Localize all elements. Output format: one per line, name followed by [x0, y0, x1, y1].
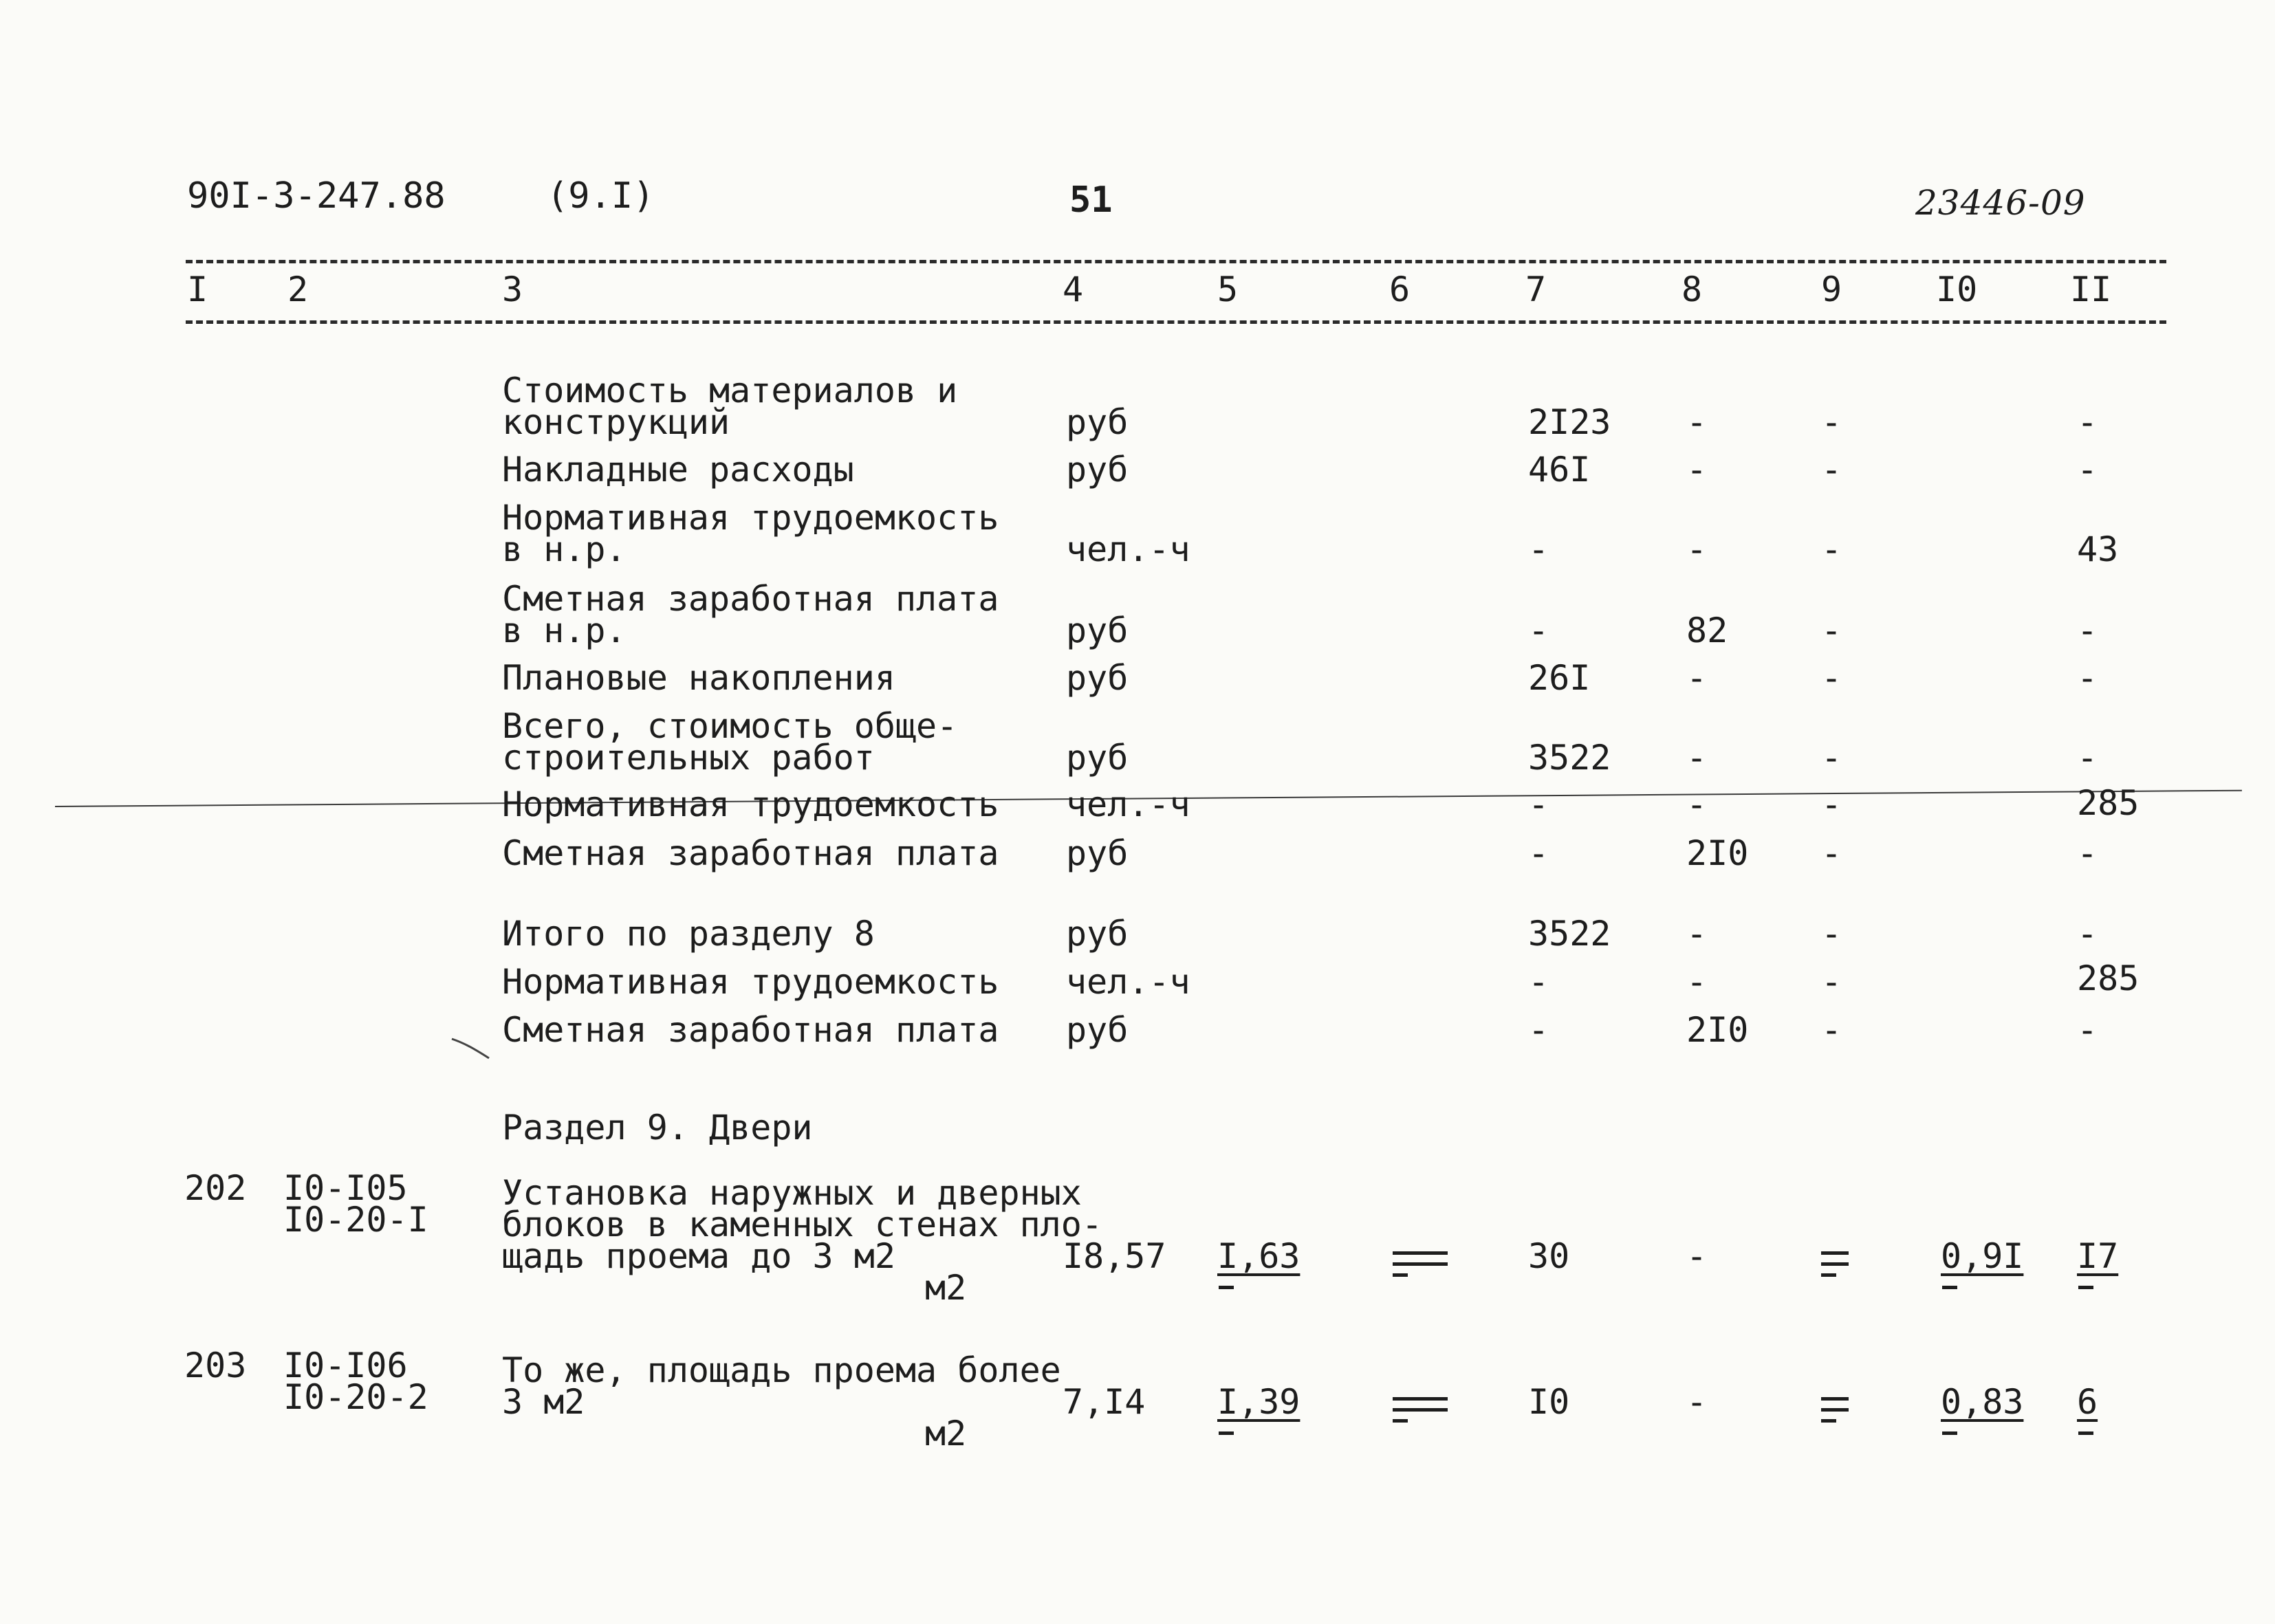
row-label: в н.р.: [502, 529, 627, 569]
row-unit: руб: [1066, 1010, 1129, 1050]
document-code: 90I-3-247.88: [187, 175, 446, 217]
item-number: 202: [184, 1168, 247, 1208]
col5-tick: [1219, 1431, 1234, 1435]
row-col8: -: [1686, 914, 1708, 954]
row-col8: -: [1686, 962, 1708, 1002]
row-col8: 2I0: [1686, 833, 1749, 873]
header-top-dashes: [186, 260, 2166, 263]
row-col7: 3522: [1528, 914, 1611, 954]
col-header-7: 7: [1525, 270, 1547, 309]
col-header-3: 3: [502, 270, 523, 309]
row-col7: -: [1528, 611, 1549, 650]
col10-tick: [1942, 1286, 1957, 1289]
col-header-5: 5: [1217, 270, 1239, 309]
item-col10: 0,9I: [1941, 1236, 2024, 1276]
item-code: I0-I06: [283, 1346, 408, 1385]
row-label: Сметная заработная плата: [502, 833, 999, 873]
col-header-1: I: [187, 270, 208, 309]
row-col8: -: [1686, 529, 1708, 569]
row-col9: -: [1821, 914, 1842, 954]
item-col11: 6: [2077, 1382, 2098, 1422]
row-col8: -: [1686, 402, 1708, 442]
row-col11: -: [2077, 611, 2098, 650]
col-header-10: I0: [1936, 270, 1978, 309]
col11-tick: [2078, 1286, 2093, 1289]
row-label: Накладные расходы: [502, 450, 854, 490]
item-number: 203: [184, 1346, 247, 1385]
row-label: строительных работ: [502, 738, 875, 778]
row-label: Всего, стоимость обще-: [502, 706, 958, 746]
item-col5: I,39: [1217, 1382, 1300, 1422]
row-unit: руб: [1066, 833, 1129, 873]
row-col8: -: [1686, 658, 1708, 698]
item-description: 3 м2: [502, 1382, 585, 1422]
row-unit: руб: [1066, 658, 1129, 698]
row-col8: -: [1686, 738, 1708, 778]
item-col8: -: [1686, 1236, 1708, 1276]
row-col11: -: [2077, 833, 2098, 873]
row-col9: -: [1821, 611, 1842, 650]
row-label: Плановые накопления: [502, 658, 895, 698]
row-col9: -: [1821, 658, 1842, 698]
item-unit: м2: [925, 1268, 967, 1308]
row-col9: -: [1821, 962, 1842, 1002]
album-number: (9.I): [547, 175, 655, 217]
row-col7: 2I23: [1528, 402, 1611, 442]
item-description: щадь проема до 3 м2: [502, 1236, 895, 1276]
row-col9: -: [1821, 529, 1842, 569]
item-description: Установка наружных и дверных: [502, 1173, 1082, 1213]
item-col11: I7: [2077, 1236, 2119, 1276]
item-code: I0-20-I: [283, 1200, 428, 1240]
col-header-2: 2: [287, 270, 309, 309]
col-header-4: 4: [1063, 270, 1084, 309]
col9-equals-mark: [1821, 1251, 1876, 1275]
item-code: I0-20-2: [283, 1377, 428, 1417]
pen-stroke-mark: [450, 1035, 492, 1062]
row-col7: -: [1528, 784, 1549, 824]
page-number: 51: [1069, 179, 1113, 221]
item-col7: 30: [1528, 1236, 1570, 1276]
archive-number: 23446-09: [1915, 183, 2086, 223]
row-col7: 46I: [1528, 450, 1591, 490]
row-col7: -: [1528, 1010, 1549, 1050]
row-col11: -: [2077, 450, 2098, 490]
row-col9: -: [1821, 1010, 1842, 1050]
row-unit: руб: [1066, 450, 1129, 490]
col-header-11: II: [2070, 270, 2112, 309]
col-header-6: 6: [1389, 270, 1411, 309]
row-col11: -: [2077, 1010, 2098, 1050]
col11-tick: [2078, 1431, 2093, 1435]
item-col10: 0,83: [1941, 1382, 2024, 1422]
row-unit: чел.-ч: [1066, 529, 1190, 569]
col6-equals-mark: [1393, 1397, 1448, 1420]
row-label: Сметная заработная плата: [502, 579, 999, 619]
row-col8: -: [1686, 450, 1708, 490]
row-col11: 43: [2077, 529, 2119, 569]
row-label: Сметная заработная плата: [502, 1010, 999, 1050]
row-label: Нормативная трудоемкость: [502, 784, 999, 824]
row-col11: -: [2077, 402, 2098, 442]
row-col9: -: [1821, 450, 1842, 490]
item-code: I0-I05: [283, 1168, 408, 1208]
row-col11: 285: [2077, 958, 2140, 998]
row-unit: руб: [1066, 738, 1129, 778]
row-col8: -: [1686, 784, 1708, 824]
row-label: Нормативная трудоемкость: [502, 962, 999, 1002]
item-col5: I,63: [1217, 1236, 1300, 1276]
col-header-8: 8: [1681, 270, 1703, 309]
row-col7: -: [1528, 962, 1549, 1002]
row-label: конструкций: [502, 402, 730, 442]
header-bottom-dashes: [186, 320, 2166, 324]
item-unit: м2: [925, 1414, 967, 1453]
row-col7: 3522: [1528, 738, 1611, 778]
row-unit: чел.-ч: [1066, 962, 1190, 1002]
row-col11: -: [2077, 738, 2098, 778]
item-description: блоков в каменных стенах пло-: [502, 1205, 1102, 1244]
row-label: Итого по разделу 8: [502, 914, 875, 954]
col-header-9: 9: [1821, 270, 1842, 309]
col9-equals-mark: [1821, 1397, 1876, 1420]
col5-tick: [1219, 1286, 1234, 1289]
row-label: в н.р.: [502, 611, 627, 650]
item-quantity: 7,I4: [1063, 1382, 1146, 1422]
row-col9: -: [1821, 738, 1842, 778]
col10-tick: [1942, 1431, 1957, 1435]
row-unit: руб: [1066, 914, 1129, 954]
row-col8: 82: [1686, 611, 1728, 650]
row-unit: чел.-ч: [1066, 784, 1190, 824]
row-col7: -: [1528, 529, 1549, 569]
row-col11: -: [2077, 658, 2098, 698]
row-label: Стоимость материалов и: [502, 371, 958, 410]
row-unit: руб: [1066, 611, 1129, 650]
item-quantity: I8,57: [1063, 1236, 1166, 1276]
row-unit: руб: [1066, 402, 1129, 442]
row-col9: -: [1821, 402, 1842, 442]
item-description: То же, площадь проема более: [502, 1350, 1061, 1390]
section-title: Раздел 9. Двери: [502, 1108, 813, 1148]
col6-equals-mark: [1393, 1251, 1448, 1275]
row-col9: -: [1821, 833, 1842, 873]
row-col7: 26I: [1528, 658, 1591, 698]
row-col9: -: [1821, 784, 1842, 824]
row-col11: -: [2077, 914, 2098, 954]
row-label: Нормативная трудоемкость: [502, 498, 999, 538]
row-col8: 2I0: [1686, 1010, 1749, 1050]
row-col11: 285: [2077, 783, 2140, 823]
item-col8: -: [1686, 1382, 1708, 1422]
row-col7: -: [1528, 833, 1549, 873]
item-col7: I0: [1528, 1382, 1570, 1422]
